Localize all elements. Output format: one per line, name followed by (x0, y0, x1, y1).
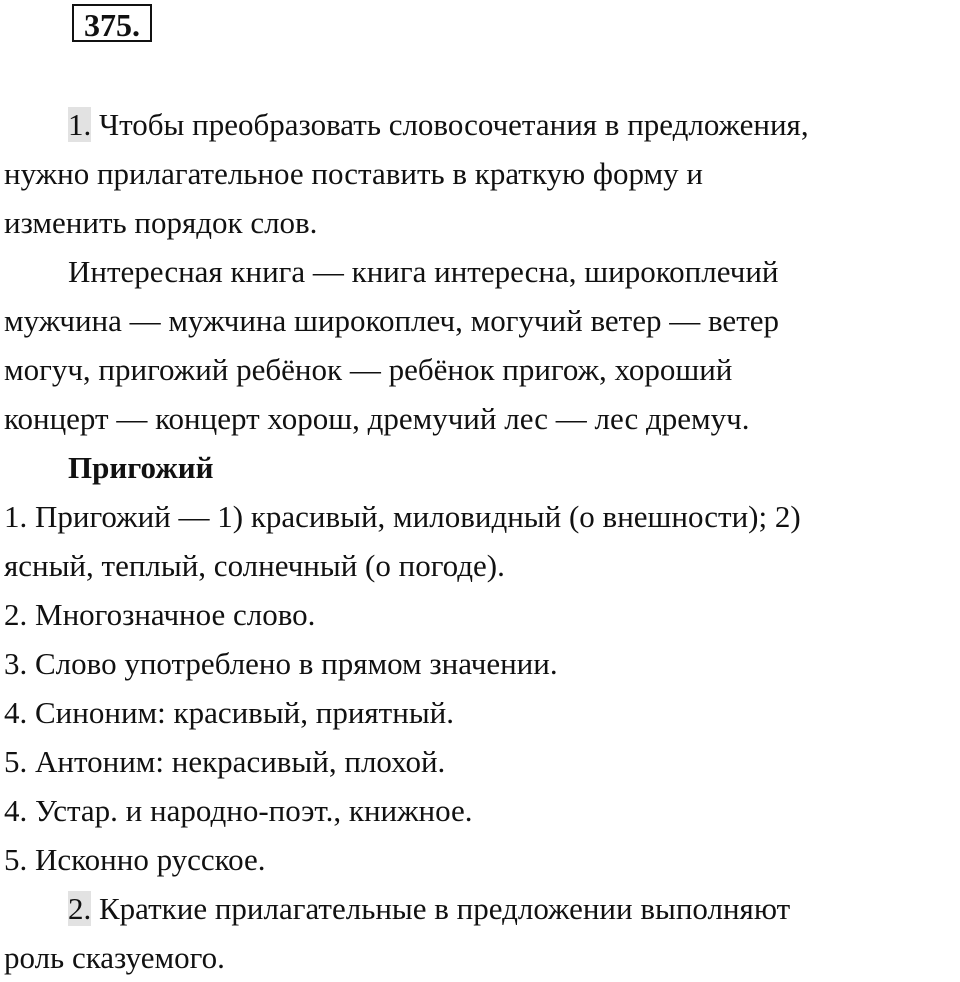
part2-marker: 2. (68, 891, 92, 926)
part2-line: роль сказуемого. (4, 940, 225, 975)
example-line: концерт — концерт хорош, дремучий лес — лес дремуч. (4, 401, 750, 436)
example-line: могуч, пригожий ребёнок — ребёнок пригож, хороший (4, 352, 733, 387)
analysis-line: 2. Многозначное слово. (4, 597, 316, 632)
word-heading: Пригожий (68, 450, 214, 485)
analysis-line: 5. Исконно русское. (4, 842, 266, 877)
part1-line (4, 100, 960, 149)
example-line: Интересная книга — книга интересна, широкоплечий (68, 254, 779, 289)
part2-text: Краткие прилагательные в предложении выполняют (91, 891, 791, 926)
part1-marker: 1. (68, 107, 92, 142)
answer-text (4, 100, 960, 982)
analysis-line: 5. Антоним: некрасивый, плохой. (4, 744, 446, 779)
part2-line (4, 884, 960, 933)
task-number: 375. (72, 4, 152, 42)
part1-line: изменить порядок слов. (4, 205, 318, 240)
analysis-line: 1. Пригожий — 1) красивый, миловидный (о внешности); 2) (4, 499, 801, 534)
analysis-line: 4. Синоним: красивый, приятный. (4, 695, 454, 730)
part1-text: Чтобы преобразовать словосочетания в предложения, (91, 107, 809, 142)
analysis-line: ясный, теплый, солнечный (о погоде). (4, 548, 505, 583)
part1-line: нужно прилагательное поставить в краткую форму и (4, 156, 703, 191)
example-line: мужчина — мужчина широкоплеч, могучий ветер — ветер (4, 303, 779, 338)
analysis-line: 4. Устар. и народно-поэт., книжное. (4, 793, 473, 828)
analysis-line: 3. Слово употреблено в прямом значении. (4, 646, 558, 681)
